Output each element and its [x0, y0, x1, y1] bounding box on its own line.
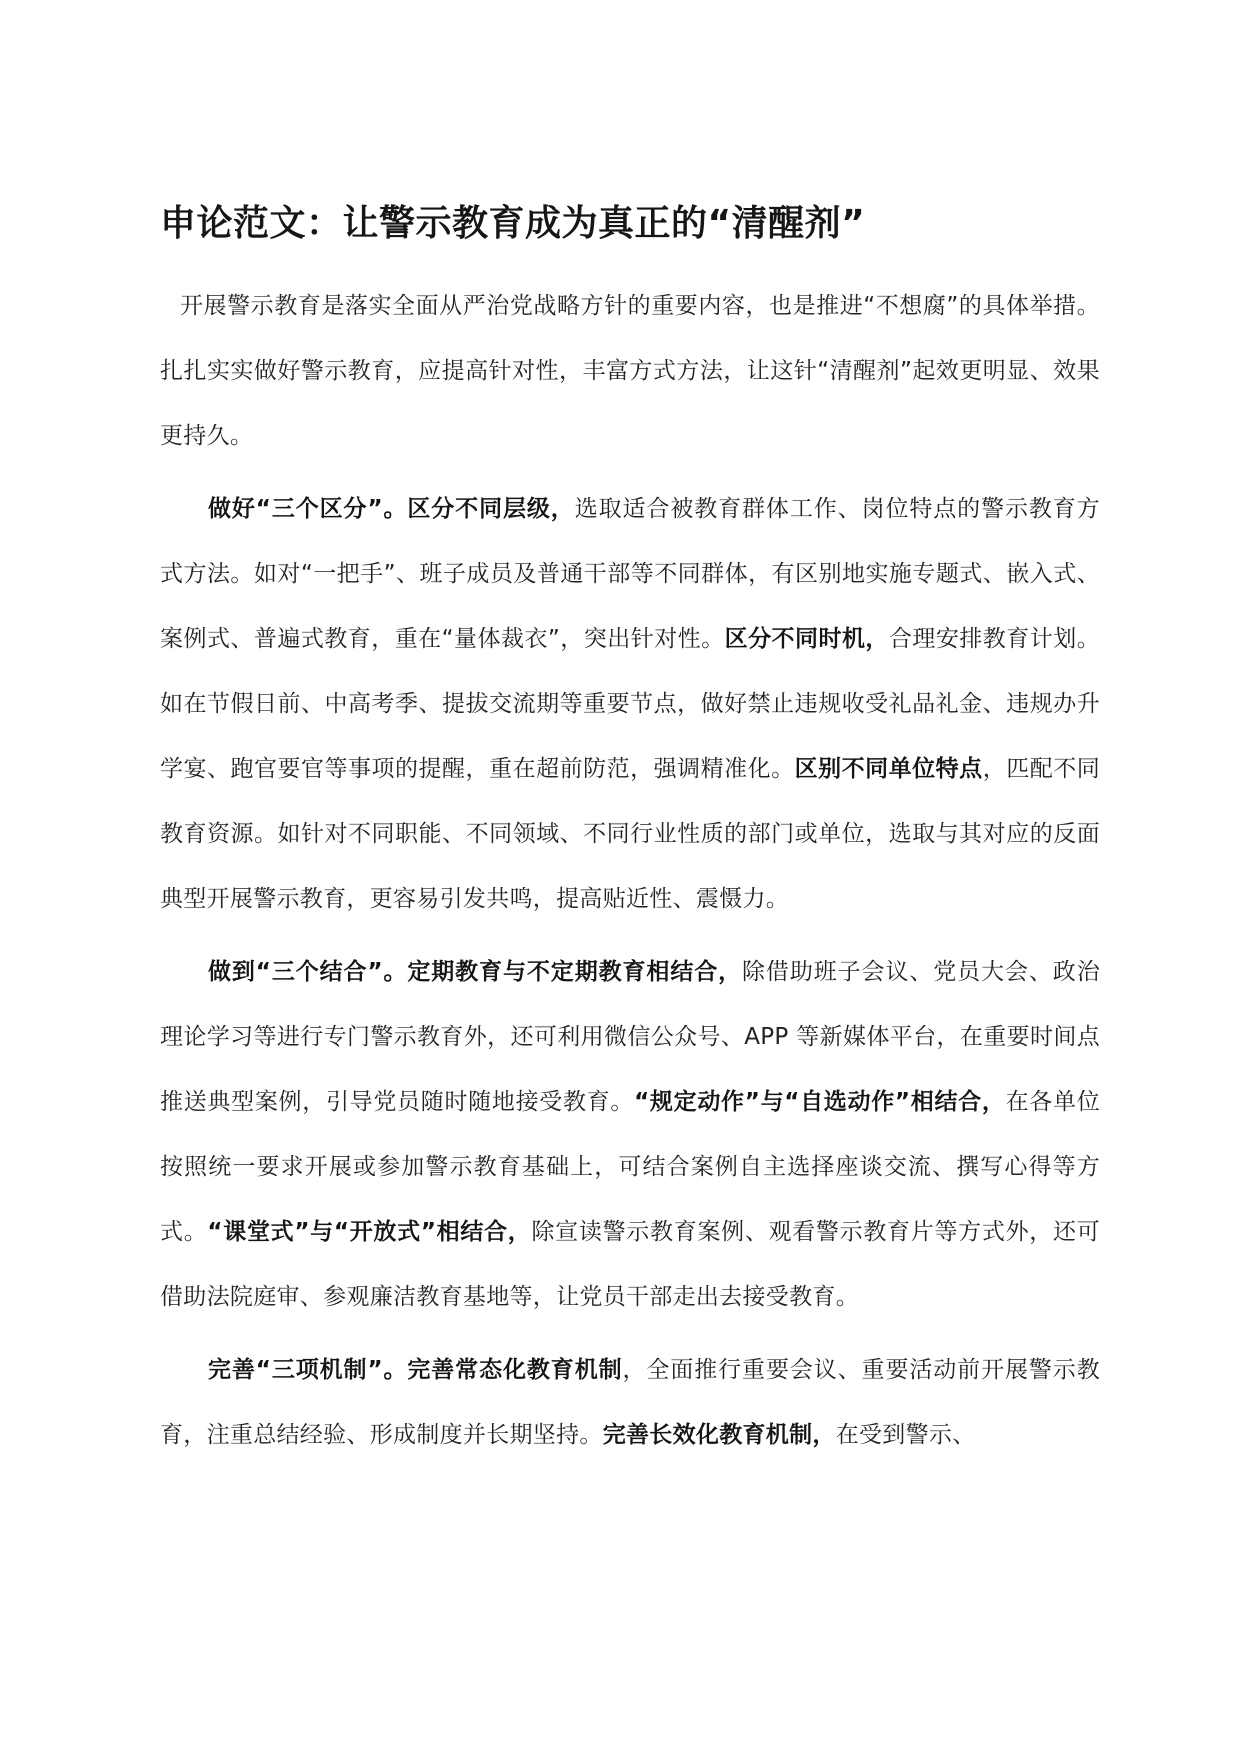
article-body	[160, 274, 1100, 1468]
text-run: ，全面推行重要会议、重要活动前开展警示教育，注重总结经验、形成制度并长期坚持。	[160, 1357, 1100, 1448]
text-run: 在受到警示、	[835, 1422, 976, 1448]
bold-text-run: 完善长效化教育机制，	[602, 1422, 836, 1448]
article	[160, 196, 1100, 1476]
text-run: 开展警示教育是落实全面从严治党战略方针的重要内容，也是推进“不想腐”的具体举措。扎扎实实做好警示教育，应提高针对性，丰富方式方法，让这针“清醒剂”起效更明显、效果更持久。	[160, 293, 1100, 449]
text-run: 合理安排教育计划。如在节假日前、中高考季、提拔交流期等重要节点，做好禁止违规收受礼品礼金、违规办升学宴、跑官要官等事项的提醒，重在超前防范，强调精准化。	[160, 626, 1100, 782]
article-title: 申论范文：让警示教育成为真正的“清醒剂”	[160, 203, 866, 244]
text-run: ，匹配不同教育资源。如针对不同职能、不同领域、不同行业性质的部门或单位，选取与其对应的反面典型开展警示教育，更容易引发共鸣，提高贴近性、震慑力。	[160, 756, 1101, 912]
text-run: 选取适合被教育群体工作、岗位特点的警示教育方式方法。如对“一把手”、班子成员及普通干部等不同群体，有区别地实施专题式、嵌入式、案例式、普遍式教育，重在“量体裁衣”，突出针对性。	[160, 496, 1100, 652]
body-paragraph	[160, 1338, 1100, 1468]
bold-text-run: 区分不同时机，	[724, 626, 889, 652]
bold-text-run: “规定动作”与“自选动作”相结合，	[634, 1089, 1006, 1115]
bold-text-run: 区别不同单位特点	[794, 756, 983, 782]
text-run: 除借助班子会议、党员大会、政治理论学习等进行专门警示教育外，还可利用微信公众号、APP 等新媒体平台，在重要时间点推送典型案例，引导党员随时随地接受教育。	[160, 959, 1100, 1115]
bold-text-run: 完善“三项机制”。完善常态化教育机制	[208, 1357, 623, 1383]
bold-text-run: 做到“三个结合”。定期教育与不定期教育相结合，	[208, 959, 743, 985]
text-run: 在各单位按照统一要求开展或参加警示教育基础上，可结合案例自主选择座谈交流、撰写心得等方式。	[160, 1089, 1100, 1245]
bold-text-run: 做好“三个区分”。区分不同层级，	[208, 496, 575, 522]
body-paragraph	[160, 940, 1100, 1330]
text-run: 除宣读警示教育案例、观看警示教育片等方式外，还可借助法院庭审、参观廉洁教育基地等，让党员干部走出去接受教育。	[160, 1219, 1100, 1310]
body-paragraph	[160, 477, 1100, 932]
bold-text-run: “课堂式”与“开放式”相结合，	[207, 1219, 532, 1245]
lead-paragraph	[160, 274, 1100, 469]
